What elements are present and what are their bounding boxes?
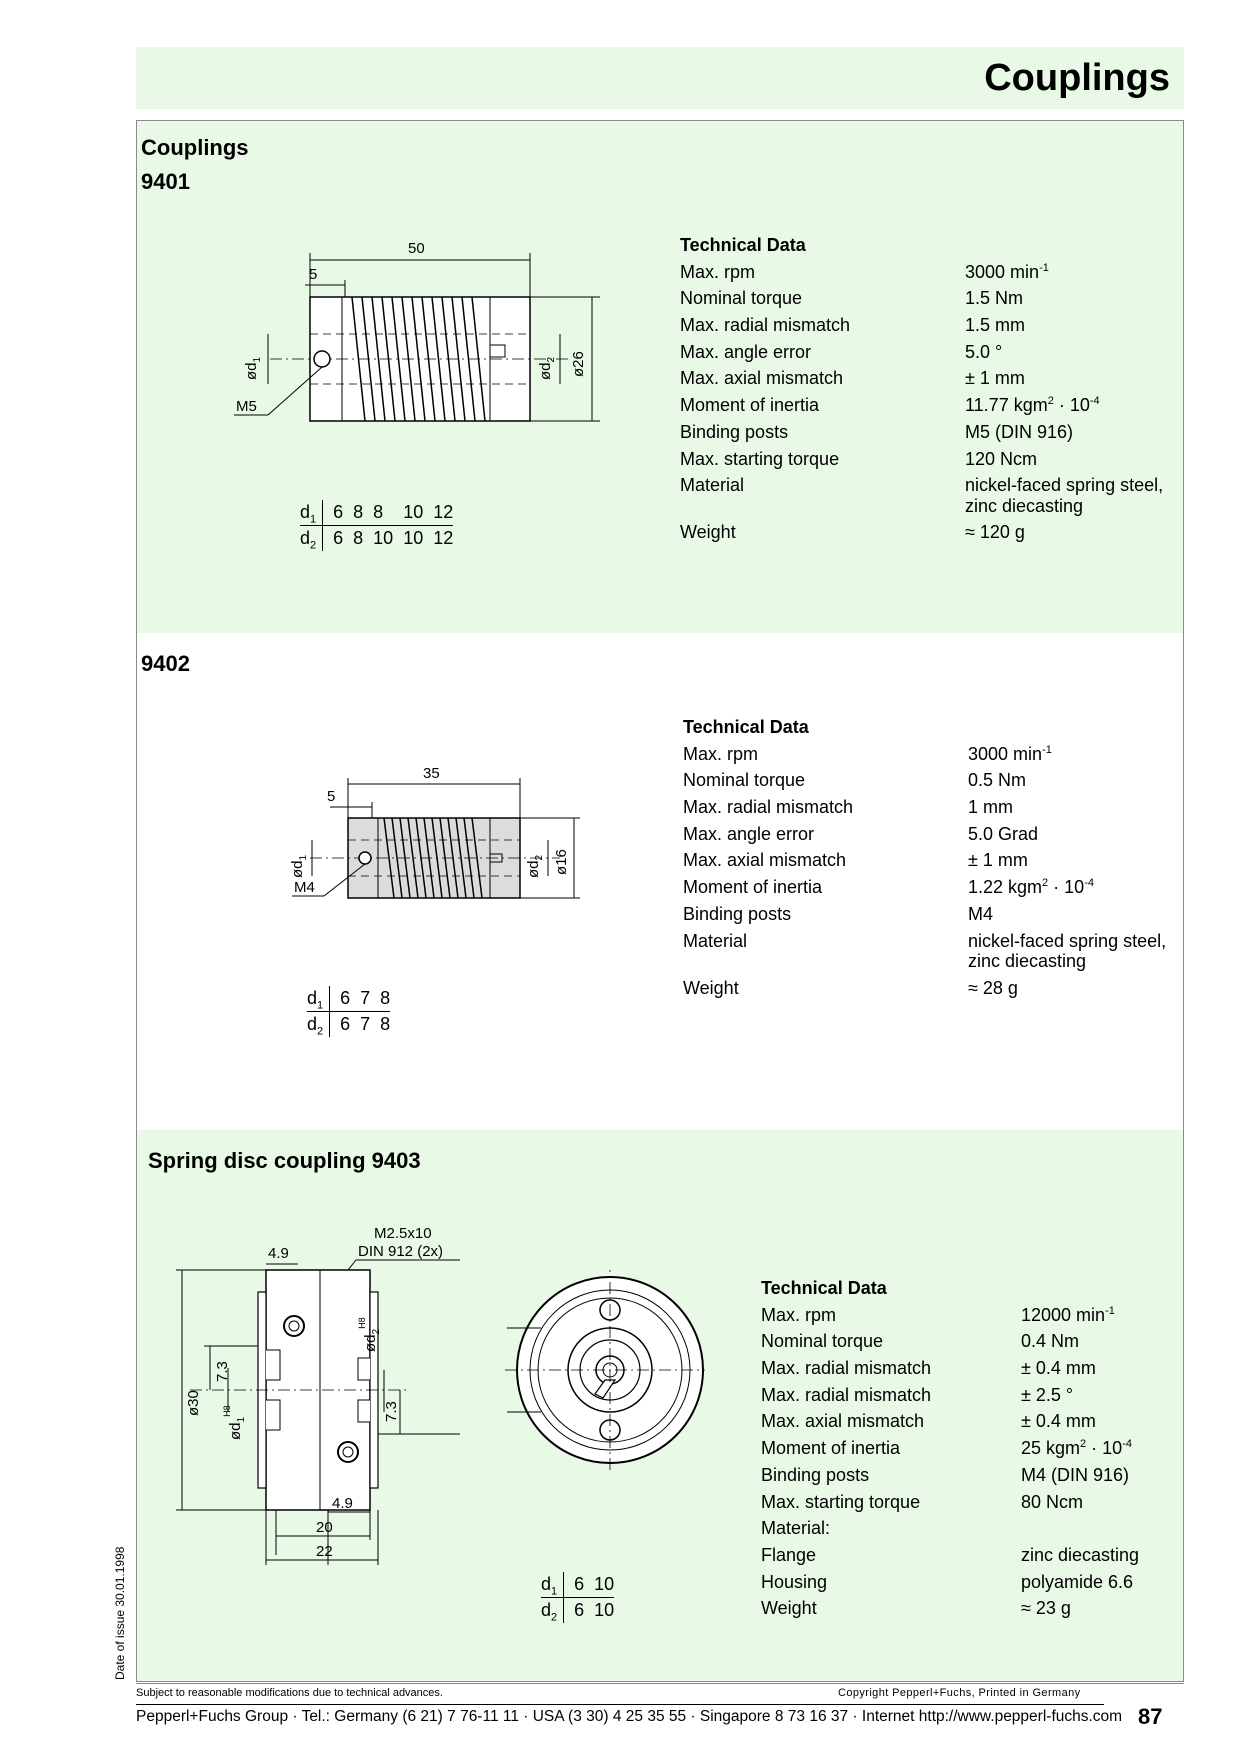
outer-dia: ø30 [185,1390,202,1416]
issue-date: Date of issue 30.01.1998 [113,1546,127,1680]
d2-label: ød [525,860,542,878]
bore-table-9402 [307,986,390,1037]
tech-title: Technical Data [761,1278,887,1298]
tech-row: Max. rpm 3000 $\min^{-1}$ [680,261,1049,282]
d2-sub: 2 [546,356,557,363]
footer-note: Subject to reasonable modifications due to technical advances. [136,1687,443,1699]
d2-sub: 2 [534,854,545,861]
d1-tol: H8 [222,1405,232,1417]
bore-table-9401 [300,500,453,551]
tech-title: Technical Data [683,717,809,737]
drawing-9403-front [505,1270,705,1470]
d2-label: ød [362,1334,379,1352]
tech-row: Max. rpm 3000 $\min^{-1}$ [683,743,1052,764]
page-header [136,47,1184,109]
d2-sub: 2 [371,1328,382,1335]
section-heading: Spring disc coupling 9403 [148,1148,421,1173]
bore-row-d2: $d_2$ 6 8 10 10 12 [300,526,453,552]
offset-right: 7.3 [383,1401,400,1422]
dim-offset: 5 [327,788,336,805]
screw-label-2: DIN 912 (2x) [358,1243,444,1260]
tech-row: Flange zinc diecasting [761,1544,1140,1565]
page-title: Couplings [984,57,1170,99]
bore-row-d2: $d_2$ 6 10 [541,1598,614,1624]
drawing-9403-side [170,1220,470,1565]
tech-row: Weight ≈ 28 g [683,977,1018,998]
contact-divider [136,1704,1104,1705]
d1-sub: 1 [236,1416,247,1423]
tech-row: Binding posts M4 [683,903,994,924]
tech-row: Nominal torque 1.5 Nm [680,288,1024,309]
dim-top: 4.9 [268,1245,289,1262]
svg-text:ød2 [537,356,557,380]
tech-row: Housing polyamide 6.6 [761,1571,1134,1592]
tech-row: Nominal torque 0.5 Nm [683,770,1027,791]
svg-text:ød2 [525,854,545,878]
bore-row-d1: $d_1$ 6 7 8 [307,988,391,1012]
tech-row: Nominal torque 0.4 Nm [761,1331,1080,1352]
d1-label: ød [227,1422,244,1440]
tech-row: Max. radial mismatch 1 mm [683,797,1013,818]
svg-text:ød1H8 [222,1405,247,1440]
tech-data-9401 [680,232,1170,546]
contact-line: Pepperl+Fuchs Group · Tel.: Germany (6 21) 7 76-11 11 · USA (3 30) 4 25 35 55 · Singapore 8 73 16 37 · Internet http://www.pepperl-fuchs.com [136,1708,1123,1725]
screw-label: M5 [236,398,257,415]
svg-text:ød1 [243,356,263,380]
tech-row: Max. rpm 12000 $\min^{-1}$ [761,1304,1115,1325]
svg-text:ød1 [289,854,309,878]
tech-row: Max. angle error 5.0 Grad [683,823,1039,844]
bore-row-d2: $d_2$ 6 7 8 [307,1012,390,1038]
dim-bottom-inner: 4.9 [332,1495,353,1512]
tech-row: Max. starting torque 120 Ncm [680,448,1038,469]
tech-row: Max. starting torque 80 Ncm [761,1491,1084,1512]
screw-label: M4 [294,879,315,896]
page-number: 87 [1138,1704,1163,1729]
bore-row-d1: $d_1$ 6 8 8 10 12 [300,502,454,526]
dim-20: 20 [316,1519,333,1536]
tech-data-9403 [761,1275,1171,1622]
tech-row: Binding posts M4 (DIN 916) [761,1464,1130,1485]
dim-22: 22 [316,1543,333,1560]
tech-row: Moment of inertia 11.77 $kgm^2 \cdot 10^{-4}$ [680,395,1100,416]
tech-row: Material: [761,1518,831,1539]
tech-row: Moment of inertia 1.22 $kgm^2 \cdot 10^{-4}$ [683,877,1094,898]
model-number: 9401 [141,169,190,194]
footer-divider [136,1683,1184,1684]
offset-left: 7.3 [214,1361,231,1382]
d2-label: ød [537,362,554,380]
d1-sub: 1 [298,854,309,861]
d2-tol: H8 [357,1317,367,1329]
tech-row: Max. radial mismatch 1.5 mm [680,315,1026,336]
outer-dia: ø26 [570,351,587,377]
drawing-9401 [230,235,610,435]
d1-label: ød [243,362,260,380]
tech-row: Max. axial mismatch ± 0.4 mm [761,1411,1096,1432]
model-number: 9402 [141,651,190,676]
dim-length: 35 [423,765,440,782]
dim-length: 50 [408,240,425,257]
drawing-9402 [280,760,600,920]
bore-table-9403 [541,1572,614,1623]
tech-row: Binding posts M5 (DIN 916) [680,421,1074,442]
tech-row: Moment of inertia 25 $kgm^2 \cdot 10^{-4}$ [761,1438,1132,1459]
tech-row: Max. radial mismatch ± 0.4 mm [761,1358,1096,1379]
tech-data-9402 [683,714,1173,1001]
bore-row-d1: $d_1$ 6 10 [541,1574,615,1598]
screw-label-1: M2.5x10 [374,1225,432,1242]
section-heading: Couplings [141,135,249,160]
d1-sub: 1 [252,356,263,363]
tech-row: Max. angle error 5.0 ° [680,341,1003,362]
copyright-note: Copyright Pepperl+Fuchs, Printed in Germany [838,1687,1081,1699]
tech-row: Max. radial mismatch ± 2.5 ° [761,1384,1074,1405]
d1-label: ød [289,860,306,878]
tech-row: Max. axial mismatch ± 1 mm [683,850,1028,871]
tech-row: Weight ≈ 23 g [761,1598,1071,1619]
tech-row: Material nickel-faced spring steel, zinc diecasting [683,930,1167,971]
tech-row: Weight ≈ 120 g [680,522,1025,543]
outer-dia: ø16 [553,849,570,875]
dim-offset: 5 [309,266,318,283]
tech-title: Technical Data [680,235,806,255]
tech-row: Max. axial mismatch ± 1 mm [680,368,1025,389]
tech-row: Material nickel-faced spring steel, zinc diecasting [680,475,1164,516]
